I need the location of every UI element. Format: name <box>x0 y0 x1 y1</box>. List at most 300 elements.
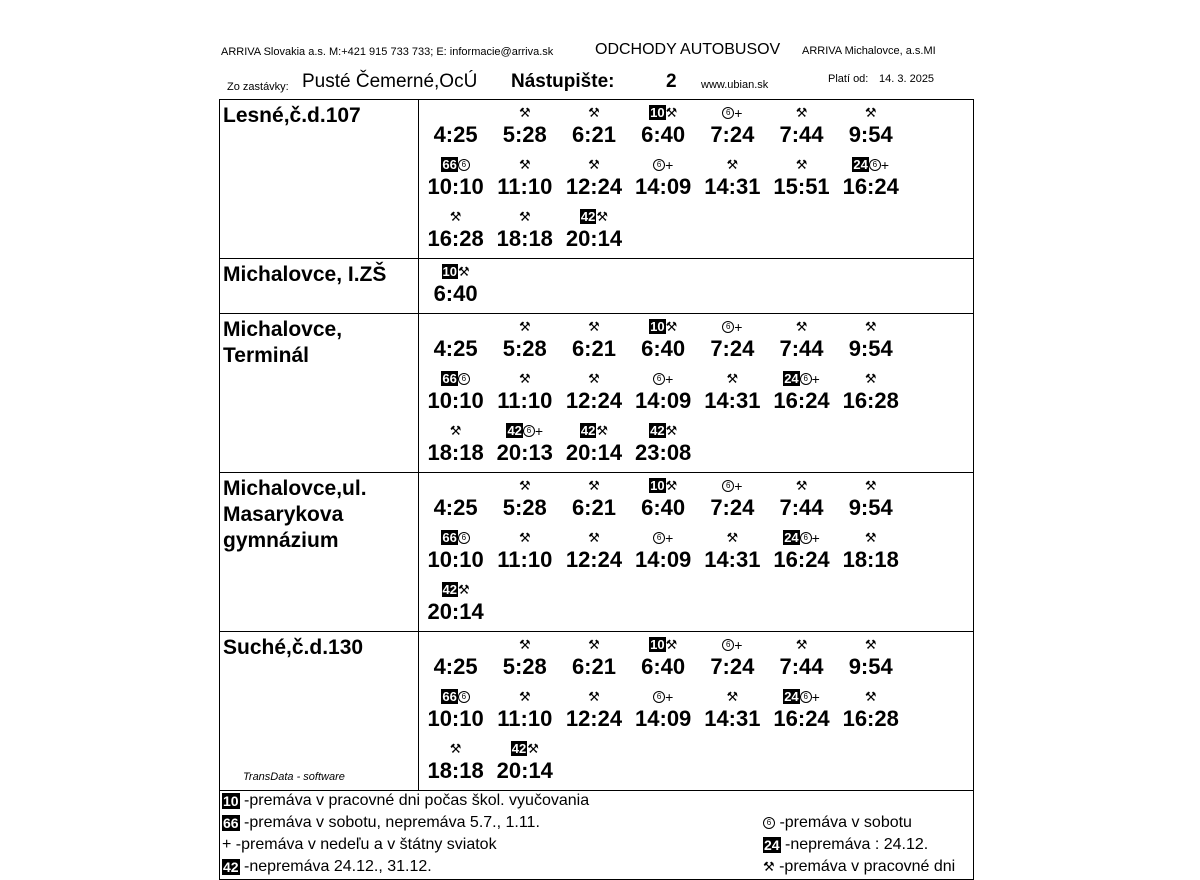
workday-hammer-icon: ⚒ <box>449 740 462 756</box>
departure-time: 5:28 <box>502 122 547 147</box>
departure <box>767 475 836 527</box>
departure-time: 23:08 <box>635 440 692 465</box>
departure-time: 7:44 <box>779 122 824 147</box>
legend-item-24 <box>763 835 928 855</box>
departure <box>836 102 905 154</box>
departure-time: 6:40 <box>641 122 686 147</box>
saturday-icon: 6 <box>869 159 881 171</box>
school-days-icon: 10 <box>650 319 665 335</box>
departure-marks <box>421 738 490 758</box>
departure-time: 18:18 <box>427 440 484 465</box>
departure <box>767 686 836 738</box>
plus-icon: + <box>665 370 674 387</box>
saturday-icon: 6 <box>653 691 665 703</box>
departure <box>490 420 559 472</box>
departure <box>767 102 836 154</box>
departure-time: 16:24 <box>842 174 899 199</box>
departure-time: 6:40 <box>641 495 686 520</box>
departure <box>559 206 628 258</box>
departure-marks <box>836 368 905 388</box>
workday-hammer-icon: ⚒ <box>518 318 531 334</box>
workday-hammer-icon: ⚒ <box>518 156 531 172</box>
departure-time: 7:24 <box>710 654 755 679</box>
workday-hammer-icon: ⚒ <box>518 104 531 120</box>
saturday-icon: 6 <box>722 107 734 119</box>
departure <box>421 738 490 790</box>
departure-time: 6:21 <box>571 122 616 147</box>
workday-hammer-icon: ⚒ <box>596 422 609 438</box>
workday-hammer-icon: ⚒ <box>665 477 678 493</box>
workday-hammer-icon: ⚒ <box>795 636 808 652</box>
departure-marks <box>629 102 698 122</box>
departure-marks <box>698 368 767 388</box>
plus-icon: + <box>665 156 674 173</box>
departure-time: 7:44 <box>779 495 824 520</box>
legend-item-66 <box>222 813 540 833</box>
stops-list <box>220 100 973 791</box>
footer-credit: TransData - software <box>243 771 345 783</box>
workday-hammer-icon: ⚒ <box>665 318 678 334</box>
legend-text: -nepremáva : 24.12. <box>780 836 929 853</box>
workday-hammer-icon: ⚒ <box>449 208 462 224</box>
departure-time: 6:21 <box>571 495 616 520</box>
workday-hammer-icon: ⚒ <box>527 740 539 756</box>
plus-icon: + <box>811 529 820 546</box>
saturday-exception-icon: 66 <box>442 530 457 546</box>
departure <box>836 475 905 527</box>
departure <box>629 102 698 154</box>
saturday-icon: 6 <box>523 425 535 437</box>
departure-time: 7:24 <box>710 336 755 361</box>
school-days-icon: 10 <box>223 792 239 809</box>
saturday-icon: 6 <box>653 373 665 385</box>
saturday-icon: 6 <box>722 321 734 333</box>
departure-time: 10:10 <box>427 388 484 413</box>
workday-hammer-icon: ⚒ <box>588 318 600 334</box>
departure-time: 18:18 <box>496 226 553 251</box>
departure <box>559 475 628 527</box>
plus-icon: + <box>734 636 743 653</box>
departure-time: 9:54 <box>848 495 893 520</box>
departure <box>490 206 559 258</box>
departure-marks <box>490 368 559 388</box>
workday-hammer-icon: ⚒ <box>763 859 775 874</box>
valid-from-date: 14. 3. 2025 <box>879 73 935 85</box>
saturday-icon: 6 <box>458 691 470 703</box>
workday-hammer-icon: ⚒ <box>864 318 877 334</box>
christmas-eve-exception-icon: 24 <box>853 157 868 173</box>
departure-marks <box>559 527 628 547</box>
timetable <box>219 99 974 880</box>
stop-row <box>220 632 973 791</box>
plus-icon: + <box>534 422 544 439</box>
departure <box>421 316 490 368</box>
christmas-eve-exception-icon: 24 <box>784 689 799 705</box>
departure-marks <box>767 527 836 547</box>
departure-time: 20:14 <box>565 226 623 251</box>
departure-time: 20:14 <box>427 599 484 624</box>
departure-time: 4:25 <box>433 654 478 679</box>
stop-row-name: Michalovce,ul. Masarykova gymnázium <box>220 473 419 631</box>
saturday-icon: 6 <box>800 532 812 544</box>
departure-time: 9:54 <box>848 336 893 361</box>
school-days-icon: 10 <box>650 105 665 121</box>
plus-icon: + <box>734 104 743 121</box>
departure-marks <box>629 316 698 336</box>
departure <box>490 368 559 420</box>
departure-time: 10:10 <box>427 547 484 572</box>
departure-marks <box>490 738 559 758</box>
departure-time: 4:25 <box>433 336 478 361</box>
departure-time: 6:21 <box>571 654 616 679</box>
departure <box>421 102 490 154</box>
departure-marks <box>490 686 559 706</box>
departure-time: 7:44 <box>779 654 824 679</box>
departure-marks <box>698 475 767 495</box>
christmas-eve-exception-icon: 24 <box>784 530 799 546</box>
workday-hammer-icon: ⚒ <box>665 422 678 438</box>
from-stop-label: Zo zastávky: <box>227 81 289 93</box>
departure-marks <box>698 102 767 122</box>
saturday-exception-icon: 66 <box>442 371 457 387</box>
departure-time: 20:14 <box>496 758 553 783</box>
departure-marks <box>629 686 698 706</box>
holiday-exception-icon: 42 <box>507 423 522 439</box>
departure-marks <box>629 154 698 174</box>
departure <box>836 368 905 420</box>
departure-marks <box>836 102 905 122</box>
stop-row-name: Lesné,č.d.107 <box>220 100 419 258</box>
departure-marks <box>421 686 490 706</box>
departure-time: 9:54 <box>848 654 893 679</box>
departure-time: 20:14 <box>565 440 623 465</box>
workday-hammer-icon: ⚒ <box>864 370 877 386</box>
legend-text: -nepremáva 24.12., 31.12. <box>239 858 432 875</box>
departure-marks <box>421 368 490 388</box>
holiday-exception-icon: 42 <box>442 582 457 598</box>
departure-marks <box>421 475 490 495</box>
departure-marks <box>559 206 628 226</box>
workday-hammer-icon: ⚒ <box>864 104 877 120</box>
departure-time: 10:10 <box>427 706 484 731</box>
departure-time: 16:28 <box>842 706 899 731</box>
departure <box>421 686 490 738</box>
departure <box>421 154 490 206</box>
departure <box>629 475 698 527</box>
departure <box>836 686 905 738</box>
departure-marks <box>629 475 698 495</box>
workday-hammer-icon: ⚒ <box>726 688 739 704</box>
legend-text: -premáva v nedeľu a v štátny sviatok <box>231 836 497 853</box>
workday-hammer-icon: ⚒ <box>665 104 678 120</box>
departure <box>629 634 698 686</box>
workday-hammer-icon: ⚒ <box>795 318 808 334</box>
departure-marks <box>559 368 628 388</box>
workday-hammer-icon: ⚒ <box>518 688 531 704</box>
departure-marks <box>421 154 490 174</box>
departure-marks <box>767 634 836 654</box>
plus-icon: + <box>811 688 820 705</box>
legend-item-42 <box>222 857 432 877</box>
departure-time: 6:40 <box>641 336 686 361</box>
stop-row <box>220 259 973 314</box>
workday-hammer-icon: ⚒ <box>864 636 877 652</box>
departure-time: 6:40 <box>641 654 686 679</box>
departure-marks <box>767 686 836 706</box>
departure-marks <box>836 634 905 654</box>
workday-hammer-icon: ⚒ <box>588 529 600 545</box>
sunday-holiday-icon: + <box>222 836 232 853</box>
departure-marks <box>421 206 490 226</box>
departure-marks <box>698 527 767 547</box>
workday-hammer-icon: ⚒ <box>588 370 600 386</box>
departure <box>559 686 628 738</box>
departure <box>421 634 490 686</box>
legend <box>220 791 973 879</box>
departure-time: 14:09 <box>635 174 692 199</box>
departure <box>836 634 905 686</box>
departure-time: 7:24 <box>710 122 755 147</box>
departure <box>629 368 698 420</box>
school-days-icon: 10 <box>650 637 665 653</box>
departure <box>629 527 698 579</box>
holiday-exception-icon: 42 <box>511 741 527 757</box>
plus-icon: + <box>665 688 674 705</box>
workday-hammer-icon: ⚒ <box>795 156 808 172</box>
departure-time: 10:10 <box>427 174 484 199</box>
departure-time: 5:28 <box>502 495 547 520</box>
departure-marks <box>698 316 767 336</box>
workday-hammer-icon: ⚒ <box>458 581 470 597</box>
departure-time: 14:09 <box>635 706 692 731</box>
holiday-exception-icon: 42 <box>580 209 596 225</box>
company-info: ARRIVA Slovakia a.s. M:+421 915 733 733; E: informacie@arriva.sk <box>221 46 554 58</box>
departure-time: 20:13 <box>496 440 553 465</box>
departure <box>767 368 836 420</box>
stop-name: Pusté Čemerné,OcÚ <box>302 71 478 92</box>
departure-time: 12:24 <box>565 388 623 413</box>
departure <box>559 102 628 154</box>
workday-hammer-icon: ⚒ <box>518 370 531 386</box>
departure-marks <box>490 634 559 654</box>
saturday-icon: 6 <box>763 817 775 829</box>
departure <box>421 527 490 579</box>
workday-hammer-icon: ⚒ <box>518 529 531 545</box>
departure-time: 14:31 <box>704 174 761 199</box>
departure-time: 16:24 <box>773 388 830 413</box>
workday-hammer-icon: ⚒ <box>795 104 808 120</box>
saturday-icon: 6 <box>458 373 470 385</box>
saturday-exception-icon: 66 <box>223 814 239 831</box>
workday-hammer-icon: ⚒ <box>726 529 739 545</box>
departure-time: 14:09 <box>635 547 692 572</box>
christmas-eve-exception-icon: 24 <box>764 836 780 853</box>
departure <box>490 738 559 790</box>
legend-item-hammer <box>763 857 955 877</box>
stop-row-name: Michalovce, I.ZŠ <box>220 259 419 313</box>
departure-marks <box>421 316 490 336</box>
legend-text: -premáva v pracovné dni <box>774 858 956 876</box>
departure <box>490 634 559 686</box>
departure-marks <box>698 686 767 706</box>
platform-label: Nástupište: <box>511 71 615 92</box>
departure-marks <box>559 686 628 706</box>
workday-hammer-icon: ⚒ <box>518 208 531 224</box>
departure-marks <box>629 368 698 388</box>
departure-marks <box>559 420 628 440</box>
workday-hammer-icon: ⚒ <box>588 477 600 493</box>
departure-time: 6:40 <box>433 281 478 306</box>
departure-marks <box>559 634 628 654</box>
legend-item-6 <box>763 813 912 833</box>
workday-hammer-icon: ⚒ <box>518 636 531 652</box>
departure <box>559 316 628 368</box>
departure <box>698 368 767 420</box>
legend-text: -premáva v pracovné dni počas škol. vyučovania <box>239 792 590 809</box>
holiday-exception-icon: 42 <box>580 423 596 439</box>
departure <box>421 206 490 258</box>
departure-time: 12:24 <box>565 174 623 199</box>
workday-hammer-icon: ⚒ <box>588 636 600 652</box>
departure <box>698 475 767 527</box>
departure-marks <box>559 102 628 122</box>
departure-time: 16:24 <box>773 706 830 731</box>
departure-time: 5:28 <box>502 654 547 679</box>
departure-marks <box>490 102 559 122</box>
saturday-icon: 6 <box>800 373 812 385</box>
workday-hammer-icon: ⚒ <box>864 477 877 493</box>
departure <box>559 634 628 686</box>
stop-row <box>220 314 973 473</box>
school-days-icon: 10 <box>442 264 457 280</box>
departure-marks <box>698 154 767 174</box>
departure-time: 16:24 <box>773 547 830 572</box>
departure-marks <box>490 527 559 547</box>
website-link[interactable]: www.ubian.sk <box>701 79 769 91</box>
departure-time: 4:25 <box>433 495 478 520</box>
departure-marks <box>767 102 836 122</box>
legend-text: -premáva v sobotu <box>775 814 912 831</box>
workday-hammer-icon: ⚒ <box>449 422 462 438</box>
stop-row-name: Michalovce, Terminál <box>220 314 419 472</box>
departure-marks <box>559 154 628 174</box>
departure-time: 6:21 <box>571 336 616 361</box>
plus-icon: + <box>811 370 820 387</box>
departure-time: 16:28 <box>842 388 899 413</box>
departure <box>629 686 698 738</box>
departure-time: 14:31 <box>704 547 761 572</box>
departure-time: 12:24 <box>565 547 623 572</box>
departure-marks <box>836 475 905 495</box>
legend-item-plus <box>222 835 497 855</box>
departure-marks <box>629 634 698 654</box>
departure <box>629 316 698 368</box>
christmas-eve-exception-icon: 24 <box>784 371 799 387</box>
departure-marks <box>698 634 767 654</box>
workday-hammer-icon: ⚒ <box>596 208 609 224</box>
saturday-exception-icon: 66 <box>442 689 457 705</box>
departure <box>490 527 559 579</box>
departure <box>421 368 490 420</box>
departure <box>559 368 628 420</box>
departure <box>836 154 905 206</box>
departure-marks <box>421 527 490 547</box>
departure-marks <box>490 475 559 495</box>
departure-marks <box>836 686 905 706</box>
departure <box>767 527 836 579</box>
workday-hammer-icon: ⚒ <box>864 529 877 545</box>
departure-marks <box>836 154 905 174</box>
workday-hammer-icon: ⚒ <box>588 688 600 704</box>
departure <box>490 316 559 368</box>
workday-hammer-icon: ⚒ <box>726 370 739 386</box>
stop-row <box>220 100 973 259</box>
departure <box>421 475 490 527</box>
plus-icon: + <box>734 477 743 494</box>
departure <box>559 527 628 579</box>
departure <box>421 420 490 472</box>
departure <box>767 634 836 686</box>
operator-name: ARRIVA Michalovce, a.s.MI <box>802 45 936 57</box>
departure <box>559 420 628 472</box>
departure <box>767 154 836 206</box>
departure <box>767 316 836 368</box>
departure <box>490 686 559 738</box>
departure-time: 7:24 <box>710 495 755 520</box>
page-title: ODCHODY AUTOBUSOV <box>595 41 781 58</box>
departure-marks <box>767 368 836 388</box>
departure-marks <box>421 579 490 599</box>
departure <box>698 634 767 686</box>
departure-time: 11:10 <box>497 547 553 572</box>
plus-icon: + <box>880 156 890 173</box>
departure-marks <box>559 316 628 336</box>
departure-time: 14:31 <box>704 706 761 731</box>
workday-hammer-icon: ⚒ <box>864 688 877 704</box>
departure-marks <box>490 420 559 440</box>
holiday-exception-icon: 42 <box>223 858 239 875</box>
saturday-icon: 6 <box>653 532 665 544</box>
departure <box>698 102 767 154</box>
workday-hammer-icon: ⚒ <box>518 477 531 493</box>
departure <box>490 102 559 154</box>
departure-marks <box>421 634 490 654</box>
plus-icon: + <box>734 318 743 335</box>
departure-marks <box>836 527 905 547</box>
saturday-icon: 6 <box>800 691 812 703</box>
saturday-icon: 6 <box>722 480 734 492</box>
departure-times <box>419 632 973 790</box>
legend-item-10 <box>222 791 589 811</box>
departure-times <box>419 314 973 472</box>
platform-number: 2 <box>666 71 677 92</box>
departure-time: 5:28 <box>502 336 547 361</box>
plus-icon: + <box>665 529 674 546</box>
workday-hammer-icon: ⚒ <box>795 477 808 493</box>
departure <box>421 261 490 313</box>
workday-hammer-icon: ⚒ <box>726 156 739 172</box>
departure <box>836 527 905 579</box>
departure-time: 18:18 <box>842 547 899 572</box>
departure-time: 11:10 <box>497 388 553 413</box>
departure-time: 9:54 <box>848 122 893 147</box>
workday-hammer-icon: ⚒ <box>588 104 600 120</box>
departure <box>698 527 767 579</box>
departure-marks <box>559 475 628 495</box>
departure <box>698 686 767 738</box>
stop-row <box>220 473 973 632</box>
valid-from-label: Platí od: <box>828 73 869 85</box>
